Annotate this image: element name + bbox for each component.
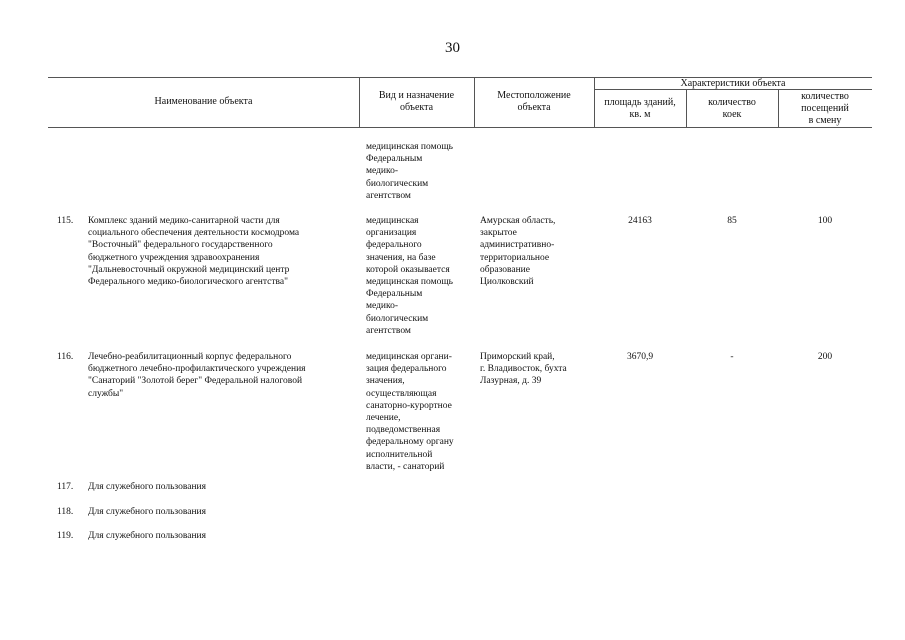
row-beds: - — [730, 352, 734, 362]
row-visits: 200 — [817, 352, 833, 362]
row-number: 119. — [57, 531, 74, 541]
row-type: медицинская органи- зация федерального значения, осуществляющая санаторно-курортное лечение, подведомственная федеральному органу исполнительной власти, - санаторий — [366, 352, 454, 472]
row-visits: 100 — [817, 216, 833, 226]
row-name: Для служебного пользования — [88, 507, 206, 517]
row-name: Для служебного пользования — [88, 482, 206, 492]
row-location: Приморский край, г. Владивосток, бухта Лазурная, д. 39 — [480, 352, 567, 387]
page-number: 30 — [445, 40, 460, 56]
row-type: медицинская организация федерального значения, на базе которой оказывается медицинская помощь Федеральным медико- биологическим агентством — [366, 216, 453, 336]
header-characteristics: Характеристики объекта — [680, 78, 786, 89]
row-number: 115. — [57, 216, 74, 226]
row-name: Комплекс зданий медико-санитарной части для социального обеспечения деятельности космодрома "Восточный" федерального государственного бюджетного учреждения здравоохранения "Дальневосточный окружной медицинский центр Федерального медико-биологического агентства" — [88, 216, 300, 288]
row-beds: 85 — [727, 216, 737, 226]
continuation-type: медицинская помощь Федеральным медико- биологическим агентством — [366, 142, 453, 201]
row-number: 116. — [57, 352, 74, 362]
row-name: Лечебно-реабилитационный корпус федерального бюджетного лечебно-профилактического учреждения "Санаторий "Золотой берег" Федеральной налоговой службы" — [88, 352, 306, 399]
row-area: 24163 — [628, 216, 652, 226]
header-visits: количество посещений в смену — [801, 91, 849, 126]
row-location: Амурская область, закрытое административно- территориальное образование Циолковский — [480, 216, 556, 288]
row-name: Для служебного пользования — [88, 531, 206, 541]
header-beds: количество коек — [708, 97, 756, 120]
header-area: площадь зданий, кв. м — [604, 97, 676, 120]
header-name: Наименование объекта — [154, 96, 253, 107]
header-location: Местоположение объекта — [497, 90, 571, 113]
header-bottom-rule — [48, 127, 872, 128]
row-number: 118. — [57, 507, 74, 517]
header-type: Вид и назначение объекта — [378, 90, 455, 113]
row-area: 3670,9 — [626, 352, 654, 362]
row-number: 117. — [57, 482, 74, 492]
